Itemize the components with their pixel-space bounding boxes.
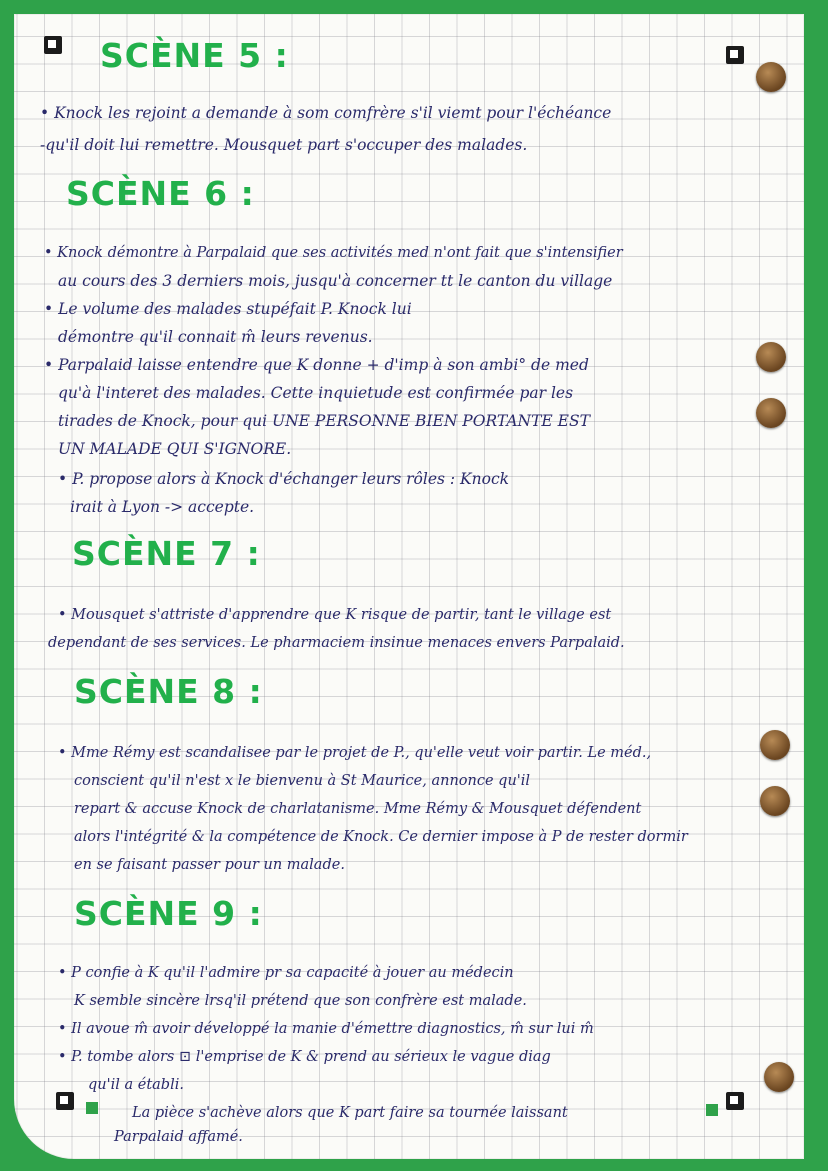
scene-7-line: • Mousquet s'attriste d'apprendre que K risque de partir, tant le village est bbox=[58, 607, 612, 623]
scene-8-line: conscient qu'il n'est x le bienvenu à St Maurice, annonce qu'il bbox=[74, 773, 531, 789]
green-square-bottom-left bbox=[86, 1102, 98, 1114]
scene-6-line: irait à Lyon -> accepte. bbox=[70, 498, 255, 516]
scene-6-line: démontre qu'il connait m̂ leurs revenus. bbox=[58, 328, 373, 346]
scene-5-line: -qu'il doit lui remettre. Mousquet part s'occuper des malades. bbox=[40, 136, 528, 154]
scene-7-title: SCÈNE 7 : bbox=[72, 534, 261, 573]
scene-6-line: • Parpalaid laisse entendre que K donne + d'imp à son ambi° de med bbox=[44, 356, 589, 374]
scene-6-line: tirades de Knock, pour qui UNE PERSONNE BIEN PORTANTE EST bbox=[58, 412, 590, 430]
scene-9-line: • Il avoue m̂ avoir développé la manie d'émettre diagnostics, m̂ sur lui m̂ bbox=[58, 1021, 594, 1037]
scene-6-line: • Le volume des malades stupéfait P. Knock lui bbox=[44, 300, 412, 318]
scene-6-line: au cours des 3 derniers mois, jusqu'à concerner tt le canton du village bbox=[58, 272, 613, 290]
scene-8-line: en se faisant passer pour un malade. bbox=[74, 857, 345, 873]
corner-marker-top-right bbox=[726, 46, 744, 64]
notebook-page bbox=[14, 14, 804, 1159]
scene-9-line: • P. tombe alors ⊡ l'emprise de K & prend au sérieux le vague diag bbox=[58, 1049, 551, 1065]
scene-6-line: • Knock démontre à Parpalaid que ses activités med n'ont fait que s'intensifier bbox=[44, 245, 623, 261]
scene-5-line: • Knock les rejoint a demande à som comfrère s'il viemt pour l'échéance bbox=[40, 104, 612, 122]
corner-marker-top-left bbox=[44, 36, 62, 54]
scene-8-line: repart & accuse Knock de charlatanisme. Mme Rémy & Mousquet défendent bbox=[74, 801, 642, 817]
scene-9-line: Parpalaid affamé. bbox=[114, 1129, 243, 1145]
scene-6-line: UN MALADE QUI S'IGNORE. bbox=[58, 440, 292, 458]
binder-hole bbox=[764, 1062, 794, 1092]
binder-hole bbox=[756, 342, 786, 372]
scene-9-line: qu'il a établi. bbox=[88, 1077, 184, 1093]
green-square-bottom-right bbox=[706, 1104, 718, 1116]
binder-hole bbox=[760, 786, 790, 816]
scene-9-line: La pièce s'achève alors que K part faire sa tournée laissant bbox=[132, 1105, 568, 1121]
binder-hole bbox=[756, 62, 786, 92]
scene-9-title: SCÈNE 9 : bbox=[74, 894, 263, 933]
scene-6-title: SCÈNE 6 : bbox=[66, 174, 255, 213]
corner-marker-bottom-right bbox=[726, 1092, 744, 1110]
corner-marker-bottom-left bbox=[56, 1092, 74, 1110]
scene-9-line: K semble sincère lrsq'il prétend que son confrère est malade. bbox=[74, 993, 527, 1009]
binder-hole bbox=[760, 730, 790, 760]
scene-8-line: • Mme Rémy est scandalisee par le projet de P., qu'elle veut voir partir. Le méd., bbox=[58, 745, 652, 761]
scene-8-line: alors l'intégrité & la compétence de Knock. Ce dernier impose à P de rester dormir bbox=[74, 829, 688, 845]
scene-6-line: qu'à l'interet des malades. Cette inquietude est confirmée par les bbox=[58, 384, 574, 402]
scene-5-title: SCÈNE 5 : bbox=[100, 36, 289, 75]
scene-7-line: dependant de ses services. Le pharmaciem insinue menaces envers Parpalaid. bbox=[48, 635, 625, 651]
scene-9-line: • P confie à K qu'il l'admire pr sa capacité à jouer au médecin bbox=[58, 965, 514, 981]
binder-hole bbox=[756, 398, 786, 428]
scene-8-title: SCÈNE 8 : bbox=[74, 672, 263, 711]
scene-6-line: • P. propose alors à Knock d'échanger leurs rôles : Knock bbox=[58, 470, 510, 488]
